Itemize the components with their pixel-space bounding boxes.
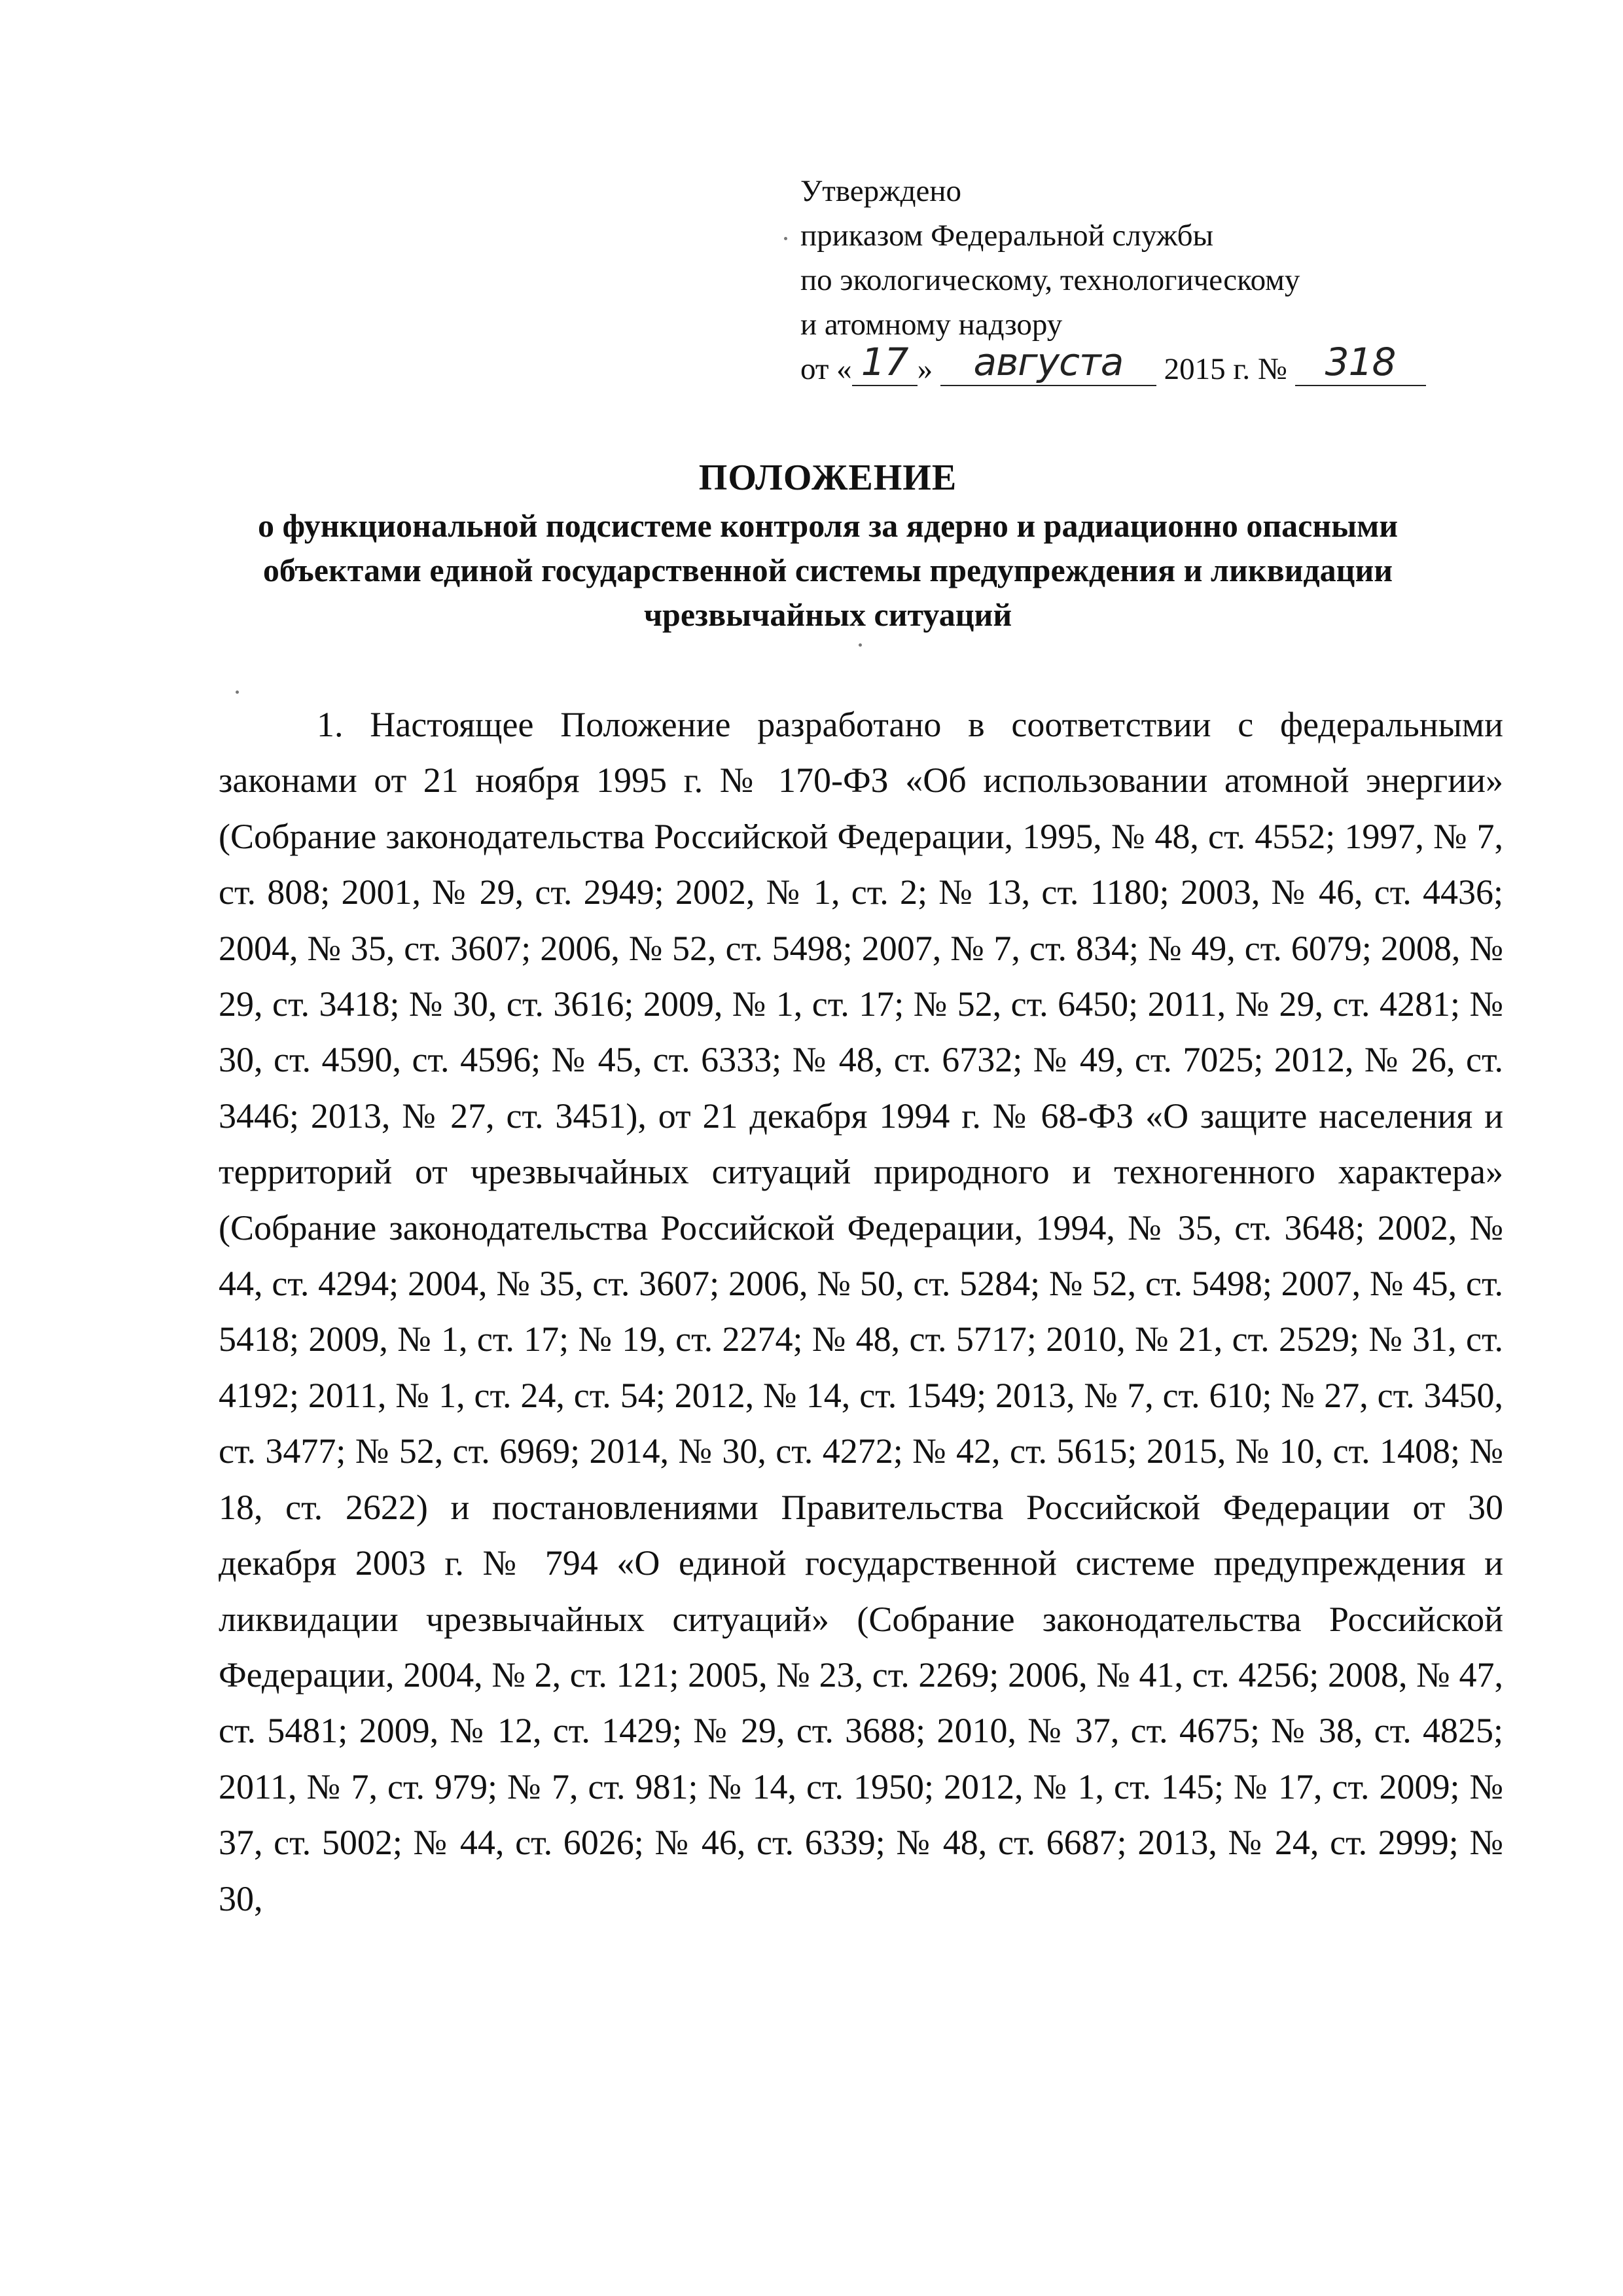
date-month-field bbox=[940, 340, 1156, 386]
approval-stamp-block bbox=[800, 169, 1520, 391]
date-day-handwritten: 17 bbox=[861, 340, 908, 384]
date-day-field bbox=[852, 340, 918, 386]
document-subtitle: о функциональной подсистеме контроля за ядерно и радиационно опасными объектами единой государственной системы предупреждения и ликвидации чрезвычайных ситуаций bbox=[257, 507, 1399, 633]
approval-line-service: по экологическому, технологическому bbox=[800, 263, 1300, 297]
document-title-block bbox=[196, 455, 1459, 637]
date-year-label: 2015 г. № bbox=[1164, 352, 1287, 386]
order-number-handwritten: 318 bbox=[1325, 340, 1396, 384]
date-prefix: от « bbox=[800, 352, 852, 386]
document-body bbox=[219, 697, 1503, 1927]
approval-date-line bbox=[800, 340, 1520, 391]
approval-line-supervision: и атомному надзору bbox=[800, 308, 1063, 342]
scan-speck bbox=[859, 643, 862, 647]
document-title: ПОЛОЖЕНИЕ bbox=[698, 457, 957, 498]
approval-line-approved: Утверждено bbox=[800, 174, 961, 208]
approval-line-order: приказом Федеральной службы bbox=[800, 219, 1214, 253]
date-quote-close: » bbox=[917, 352, 933, 386]
scan-speck bbox=[236, 691, 239, 694]
scan-speck bbox=[784, 237, 787, 240]
paragraph-1: 1. Настоящее Положение разработано в соответствии с федеральными законами от 21 ноября 1995 г. № 170-ФЗ «Об использовании атомной энергии» (Собрание законодательства Российской Федерации, 1995, № 48, ст. 4552; 1997, № 7, ст. 808; 2001, № 29, ст. 2949; 2002, № 1, ст. 2; № 13, ст. 1180; 2003, № 46, ст. 4436; 2004, № 35, ст. 3607; 2006, № 52, ст. 5498; 2007, № 7, ст. 834; № 49, ст. 6079; 2008, № 29, ст. 3418; № 30, ст. 3616; 2009, № 1, ст. 17; № 52, ст. 6450; 2011, № 29, ст. 4281; № 30, ст. 4590, ст. 4596; № 45, ст. 6333; № 48, ст. 6732; № 49, ст. 7025; 2012, № 26, ст. 3446; 2013, № 27, ст. 3451), от 21 декабря 1994 г. № 68-ФЗ «О защите населения и территорий от чрезвычайных ситуаций природного и техногенного характера» (Собрание законодательства Российской Федерации, 1994, № 35, ст. 3648; 2002, № 44, ст. 4294; 2004, № 35, ст. 3607; 2006, № 50, ст. 5284; № 52, ст. 5498; 2007, № 45, ст. 5418; 2009, № 1, ст. 17; № 19, ст. 2274; № 48, ст. 5717; 2010, № 21, ст. 2529; № 31, ст. 4192; 2011, № 1, ст. 24, ст. 54; 2012, № 14, ст. 1549; 2013, № 7, ст. 610; № 27, ст. 3450, ст. 3477; № 52, ст. 6969; 2014, № 30, ст. 4272; № 42, ст. 5615; 2015, № 10, ст. 1408; № 18, ст. 2622) и постановлениями Правительства Российской Федерации от 30 декабря 2003 г. № 794 «О единой государственной системе предупреждения и ликвидации чрезвычайных ситуаций» (Собрание законодательства Российской Федерации, 2004, № 2, ст. 121; 2005, № 23, ст. 2269; 2006, № 41, ст. 4256; 2008, № 47, ст. 5481; 2009, № 12, ст. 1429; № 29, ст. 3688; 2010, № 37, ст. 4675; № 38, ст. 4825; 2011, № 7, ст. 979; № 7, ст. 981; № 14, ст. 1950; 2012, № 1, ст. 145; № 17, ст. 2009; № 37, ст. 5002; № 44, ст. 6026; № 46, ст. 6339; № 48, ст. 6687; 2013, № 24, ст. 2999; № 30, bbox=[219, 705, 1503, 1918]
date-month-handwritten: августа bbox=[973, 340, 1124, 384]
order-number-field bbox=[1295, 340, 1426, 386]
